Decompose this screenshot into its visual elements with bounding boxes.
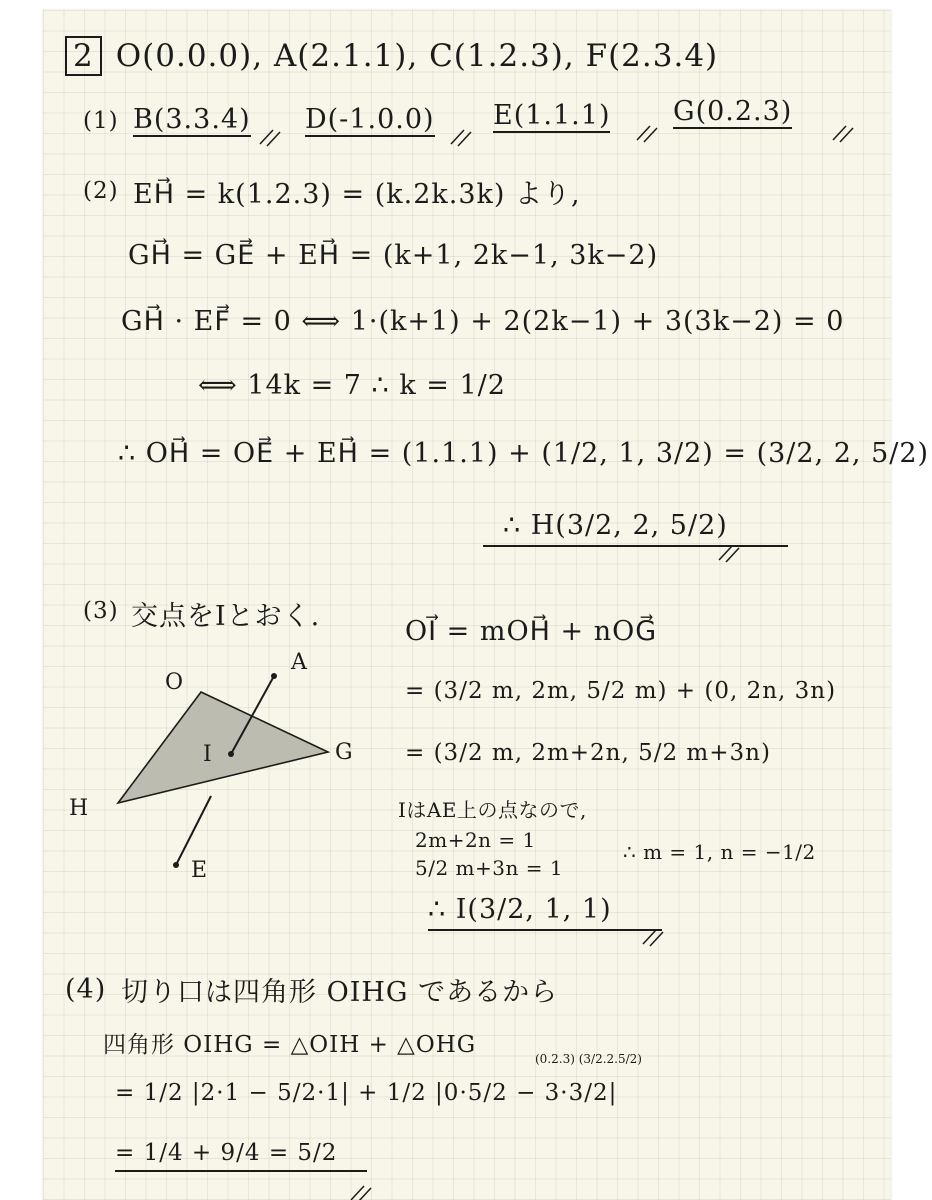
answer-g: G(0.2.3) — [673, 96, 793, 127]
part2-line-2: GH⃗ = GE⃗ + EH⃗ = (k+1, 2k−1, 3k−2) — [128, 240, 659, 271]
point-a — [271, 673, 277, 679]
given-points: O(0.0.0), A(2.1.1), C(1.2.3), F(2.3.4) — [115, 38, 719, 74]
section-triangle — [118, 692, 328, 803]
part2-line-1: EH⃗ = k(1.2.3) = (k.2k.3k) より, — [133, 179, 581, 210]
part4-line-1: 切り口は四角形 OIHG であるから — [121, 977, 559, 1008]
segment-e — [176, 796, 211, 865]
part3-solution: ∴ m = 1, n = −1/2 — [623, 840, 816, 864]
intersection-figure — [43, 10, 891, 1200]
answer-d: D(-1.0.0) — [305, 104, 435, 135]
figure-label-g: G — [335, 740, 353, 765]
figure-label-o: O — [165, 670, 184, 695]
part2-line-3: GH⃗ · EF⃗ = 0 ⟺ 1·(k+1) + 2(2k−1) + 3(3k−2) = 0 — [121, 306, 845, 337]
part3-label: (3) — [83, 598, 119, 624]
figure-label-e: E — [191, 858, 208, 883]
part3-line-1: OI⃗ = mOH⃗ + nOG⃗ — [405, 616, 658, 647]
part2-answer: ∴ H(3/2, 2, 5/2) — [483, 510, 788, 547]
part2-label: (2) — [83, 178, 119, 204]
figure-label-i: I — [203, 742, 212, 767]
part1-label: (1) — [83, 108, 119, 134]
notebook-page — [43, 10, 930, 1200]
answer-b: B(3.3.4) — [133, 104, 251, 135]
part2-line-4: ⟺ 14k = 7 ∴ k = 1/2 — [198, 370, 506, 401]
part3-eq-1: 2m+2n = 1 — [415, 828, 536, 852]
part4-vector-note: (0.2.3) (3/2.2.5/2) — [535, 1052, 642, 1066]
part4-answer: = 1/4 + 9/4 = 5/2 — [115, 1140, 367, 1172]
part3-line-2: = (3/2 m, 2m, 5/2 m) + (0, 2n, 3n) — [405, 678, 837, 704]
part2-line-5: ∴ OH⃗ = OE⃗ + EH⃗ = (1.1.1) + (1/2, 1, 3/2) = (3/2, 2, 5/2) — [118, 438, 930, 469]
point-i — [228, 751, 234, 757]
point-e — [173, 862, 179, 868]
part4-line-2: 四角形 OIHG = △OIH + △OHG — [103, 1032, 477, 1058]
part4-line-3: = 1/2 |2·1 − 5/2·1| + 1/2 |0·5/2 − 3·3/2| — [115, 1080, 618, 1106]
part3-answer: ∴ I(3/2, 1, 1) — [428, 894, 662, 931]
figure-label-a: A — [291, 650, 307, 675]
part4-label: (4) — [65, 974, 107, 1005]
part3-line-3: = (3/2 m, 2m+2n, 5/2 m+3n) — [405, 740, 771, 766]
answer-e: E(1.1.1) — [493, 100, 611, 131]
figure-label-h: H — [69, 796, 89, 821]
problem-number: 2 — [65, 36, 102, 76]
part3-intro: 交点をIとおく. — [131, 601, 321, 632]
part3-line-4: IはAE上の点なので, — [398, 798, 587, 822]
part3-eq-2: 5/2 m+3n = 1 — [415, 856, 564, 880]
